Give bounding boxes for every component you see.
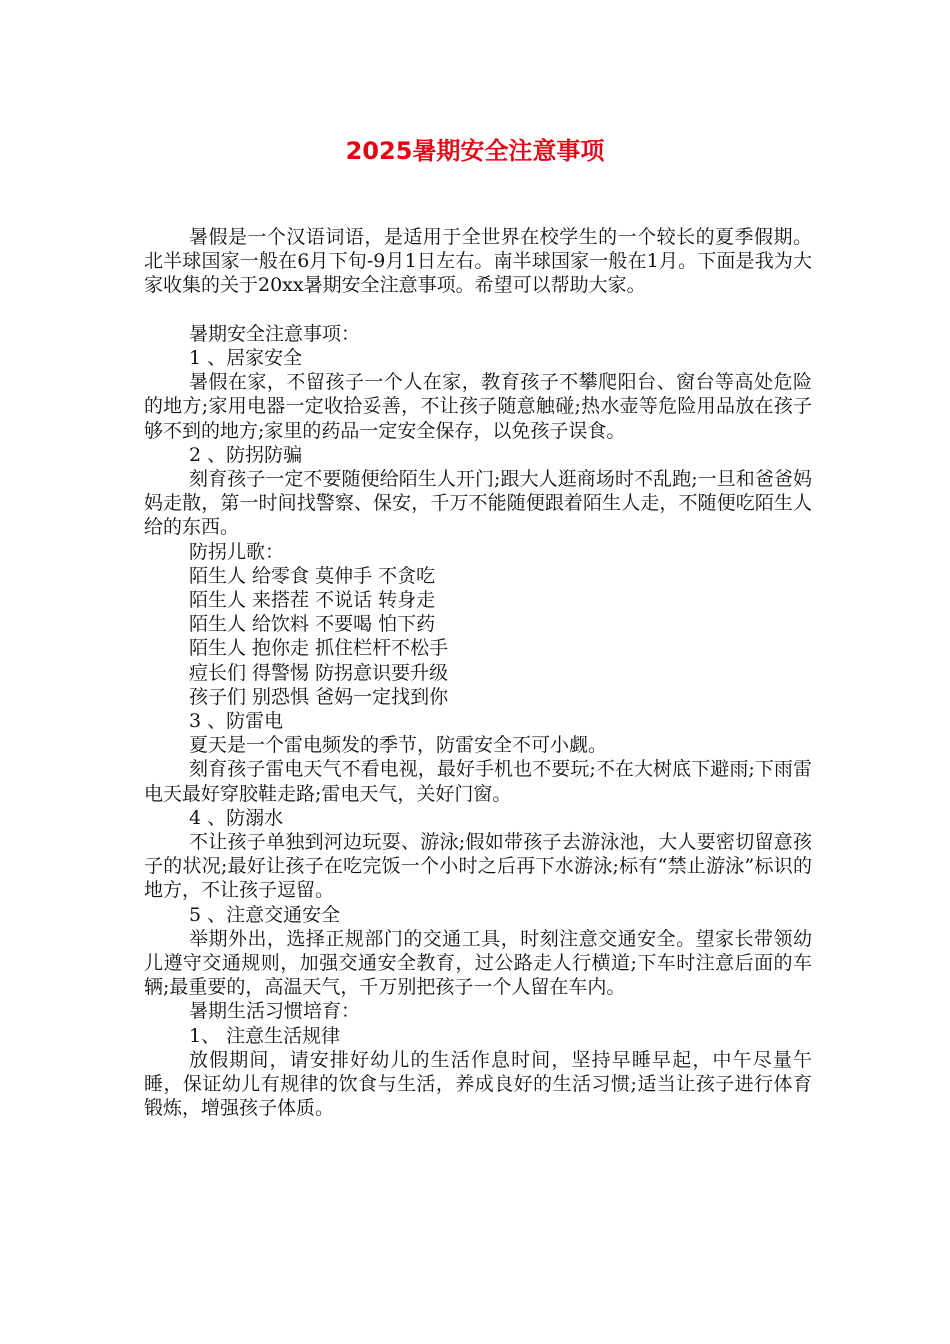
paragraph-spacer — [144, 298, 812, 322]
document-body — [144, 225, 812, 1121]
subsection-heading: 3 、防雷电 — [189, 710, 284, 733]
body-paragraph: 举期外出，选择正规部门的交通工具，时刻注意交通安全。望家长带领幼儿遵守交通规则，加强交通安全教育，过公路走人行横道;下车时注意后面的车辆;最重要的，高温天气，千万别把孩子一个人留在车内。 — [144, 927, 812, 999]
body-paragraph: 暑假在家，不留孩子一个人在家，教育孩子不攀爬阳台、窗台等高处危险的地方;家用电器一定收拾妥善，不让孩子随意触碰;热水壶等危险用品放在孩子够不到的地方;家里的药品一定安全保存，以免孩子误食。 — [144, 371, 812, 442]
body-paragraph: 刻育孩子一定不要随便给陌生人开门;跟大人逛商场时不乱跑;一旦和爸爸妈妈走散，第一时间找警察、保安，千万不能随便跟着陌生人走，不随便吃陌生人给的东西。 — [144, 468, 812, 539]
subsection-heading: 1、 注意生活规律 — [189, 1024, 341, 1047]
rhyme-line: 陌生人 给饮料 不要喝 怕下药 — [189, 613, 436, 636]
body-paragraph: 不让孩子单独到河边玩耍、游泳;假如带孩子去游泳池，大人要密切留意孩子的状况;最好让孩子在吃完饭一个小时之后再下水游泳;标有“禁止游泳”标识的地方，不让孩子逗留。 — [144, 831, 812, 902]
subsection-heading: 4 、防溺水 — [189, 806, 284, 829]
rhyme-line: 孩子们 别恐惧 爸妈一定找到你 — [189, 685, 449, 708]
rhyme-line: 陌生人 来搭茬 不说话 转身走 — [189, 589, 436, 612]
subsection-heading: 1 、居家安全 — [189, 347, 303, 369]
body-paragraph: 刻育孩子雷电天气不看电视，最好手机也不要玩;不在大树底下避雨;下雨雷电天最好穿胶鞋走路;雷电天气，关好门窗。 — [144, 758, 812, 805]
section-heading: 暑期安全注意事项： — [189, 322, 361, 345]
rhyme-heading: 防拐儿歌： — [189, 540, 285, 563]
subsection-heading: 2 、防拐防骗 — [189, 443, 303, 466]
body-paragraph: 夏天是一个雷电频发的季节，防雷安全不可小觑。 — [189, 734, 608, 757]
subsection-heading: 5 、注意交通安全 — [189, 903, 341, 926]
section-heading: 暑期生活习惯培育： — [189, 1000, 361, 1023]
document-title: 2025暑期安全注意事项 — [345, 137, 605, 165]
body-paragraph: 放假期间，请安排好幼儿的生活作息时间，坚持早睡早起，中午尽量午睡，保证幼儿有规律的饮食与生活，养成良好的生活习惯;适当让孩子进行体育锻炼，增强孩子体质。 — [144, 1048, 812, 1120]
rhyme-line: 陌生人 抱你走 抓住栏杆不松手 — [189, 637, 449, 660]
rhyme-line: 陌生人 给零食 莫伸手 不贪吃 — [189, 564, 436, 587]
rhyme-line: 痘长们 得警惕 防拐意识要升级 — [189, 661, 449, 684]
intro-paragraph: 暑假是一个汉语词语，是适用于全世界在校学生的一个较长的夏季假期。北半球国家一般在6月下旬-9月1日左右。南半球国家一般在1月。下面是我为大家收集的关于20xx暑期安全注意事项。希望可以帮助大家。 — [144, 226, 812, 297]
